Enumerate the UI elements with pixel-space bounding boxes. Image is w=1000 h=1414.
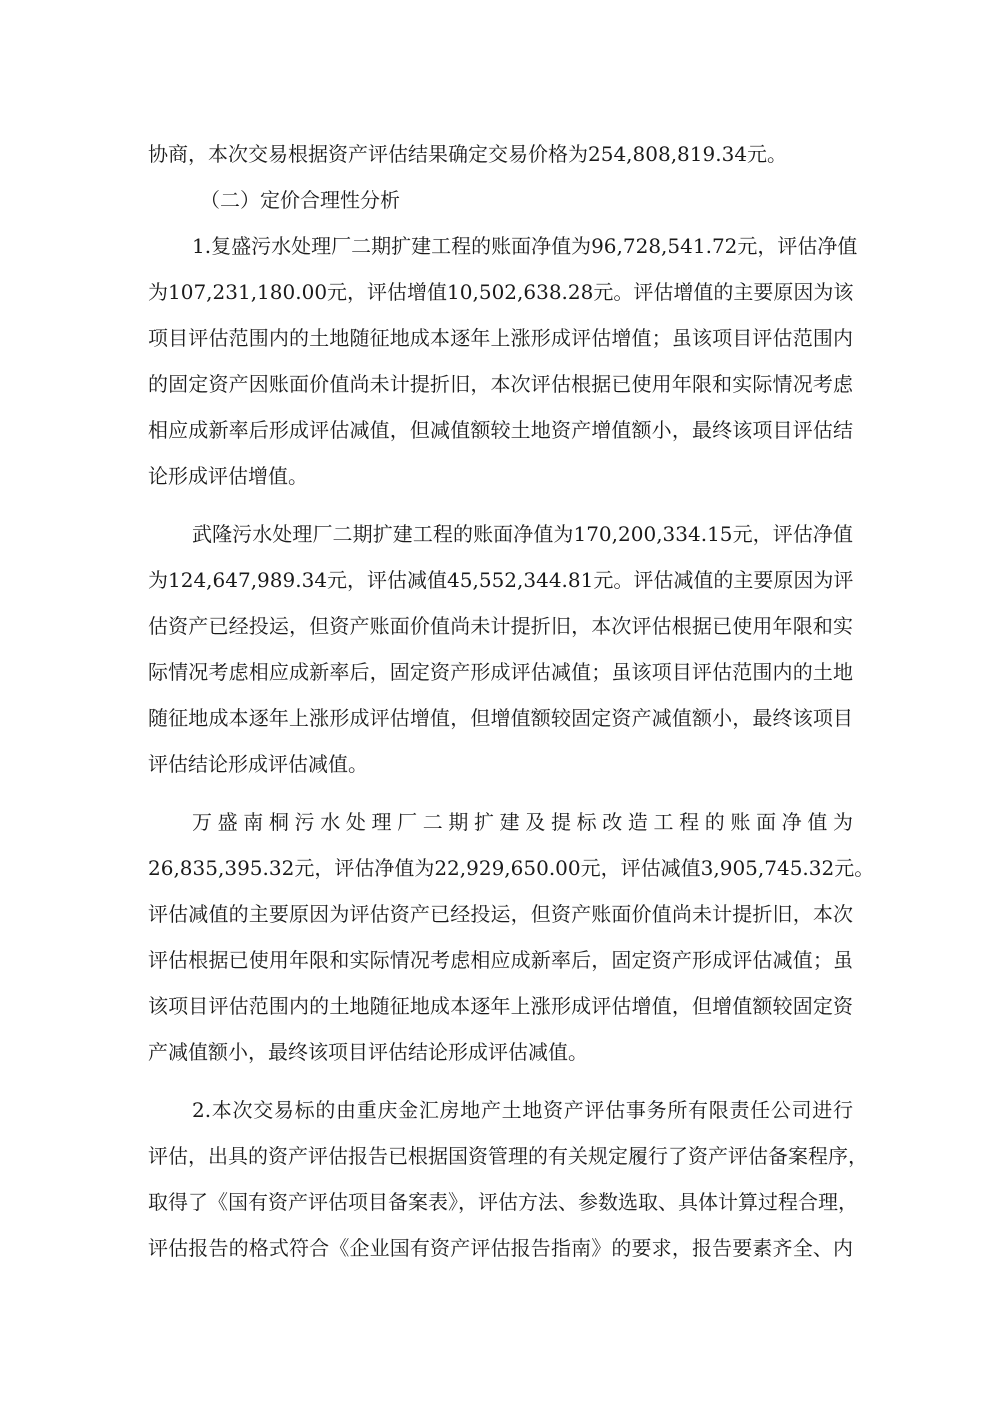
text-line: 2.本次交易标的由重庆金汇房地产土地资产评估事务所有限责任公司进行: [192, 1098, 853, 1122]
text-line: 的固定资产因账面价值尚未计提折旧，本次评估根据已使用年限和实际情况考虑: [148, 372, 853, 396]
text-line: 评估，出具的资产评估报告已根据国资管理的有关规定履行了资产评估备案程序，: [148, 1144, 868, 1168]
text-line: 26,835,395.32元，评估净值为22,929,650.00元，评估减值3,905,745.32元。: [148, 856, 875, 880]
text-line: 估资产已经投运，但资产账面价值尚未计提折旧，本次评估根据已使用年限和实: [148, 614, 853, 638]
text-line: 取得了《国有资产评估项目备案表》，评估方法、参数选取、具体计算过程合理，: [148, 1190, 858, 1214]
text-line: 评估减值的主要原因为评估资产已经投运，但资产账面价值尚未计提折旧，本次: [148, 902, 853, 926]
text-line: 该项目评估范围内的土地随征地成本逐年上涨形成评估增值，但增值额较固定资: [148, 994, 853, 1018]
text-line: 产减值额小，最终该项目评估结论形成评估减值。: [148, 1040, 588, 1064]
text-line: 为107,231,180.00元，评估增值10,502,638.28元。评估增值的主要原因为该: [148, 280, 854, 304]
section-heading: （二）定价合理性分析: [200, 188, 400, 212]
text-line: 协商，本次交易根据资产评估结果确定交易价格为254,808,819.34元。: [148, 142, 788, 166]
text-line: 际情况考虑相应成新率后，固定资产形成评估减值；虽该项目评估范围内的土地: [148, 660, 853, 684]
text-line: 1.复盛污水处理厂二期扩建工程的账面净值为96,728,541.72元，评估净值: [192, 234, 858, 258]
body-text: [148, 131, 875, 1271]
text-line: 为124,647,989.34元，评估减值45,552,344.81元。评估减值的主要原因为评: [148, 568, 854, 592]
text-line: 项目评估范围内的土地随征地成本逐年上涨形成评估增值；虽该项目评估范围内: [148, 326, 853, 350]
text-line: 评估结论形成评估减值。: [148, 752, 368, 776]
text-line: 评估报告的格式符合《企业国有资产评估报告指南》的要求，报告要素齐全、内: [148, 1236, 853, 1260]
text-line: 论形成评估增值。: [148, 464, 308, 488]
text-line: 武隆污水处理厂二期扩建工程的账面净值为170,200,334.15元，评估净值: [192, 522, 853, 546]
text-line: 万盛南桐污水处理厂二期扩建及提标改造工程的账面净值为: [192, 810, 853, 834]
text-line: 随征地成本逐年上涨形成评估增值，但增值额较固定资产减值额小，最终该项目: [148, 706, 853, 730]
text-line: 相应成新率后形成评估减值，但减值额较土地资产增值额小，最终该项目评估结: [148, 418, 853, 442]
text-line: 评估根据已使用年限和实际情况考虑相应成新率后，固定资产形成评估减值；虽: [148, 948, 853, 972]
